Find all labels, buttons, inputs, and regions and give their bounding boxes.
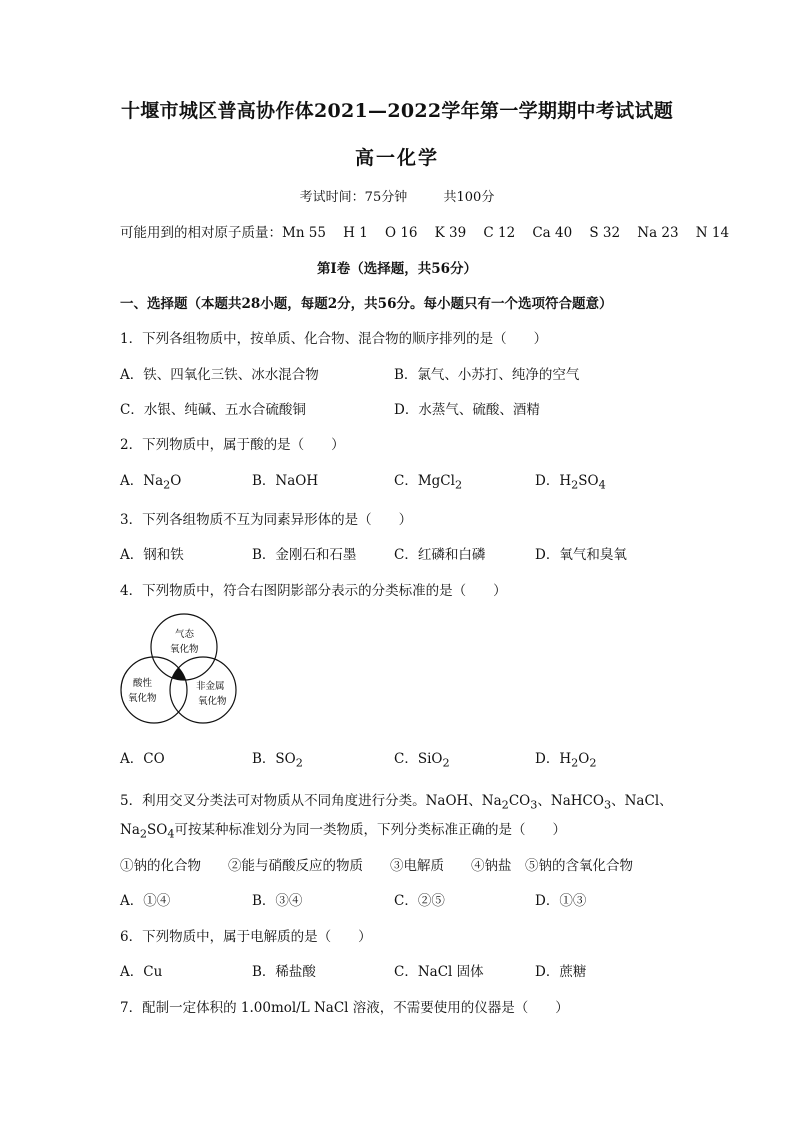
stem-text: 可按某种标准划分为同一类物质，下列分类标准正确的是（ ） [174,822,567,838]
subscript: 2 [571,478,579,492]
venn-label-top-2: 氧化物 [170,644,199,655]
q3-stem: 3．下列各组物质不互为同素异形体的是（ ） [120,512,413,528]
q3-option-a: A．钢和铁 [120,547,184,563]
volume-title: 第Ⅰ卷（选择题，共56分） [316,261,478,277]
option-letter: D． [535,751,560,767]
q6-option-d: D．蔗糖 [535,964,587,980]
q3-option-d: D．氧气和臭氧 [535,547,627,563]
formula: MgCl [417,473,455,489]
subscript: 3 [603,798,612,812]
q5-option-a: A．①④ [120,893,171,909]
q4-option-d [535,747,597,770]
option-letter: B． [252,751,276,767]
subscript: 2 [501,798,509,812]
exam-title: 十堰市城区普高协作体2021—2022学年第一学期期中考试试题 [120,100,674,122]
subscript: 4 [598,478,606,492]
q6-option-b: B．稀盐酸 [252,964,316,980]
venn-label-left-2: 氧化物 [128,693,157,704]
stem-text: 5．利用交叉分类法可对物质从不同角度进行分类。NaOH、 [120,793,482,809]
q2-stem: 2．下列物质中，属于酸的是（ ） [120,437,345,453]
subscript: 2 [442,756,450,770]
subscript: 2 [454,478,463,492]
subscript: 2 [139,827,148,841]
venn-label-top-1: 气态 [175,629,195,640]
q6-option-a: A．Cu [120,964,163,980]
q2-option-b: B．NaOH [252,473,319,489]
formula: Na [481,793,502,809]
q4-option-c [394,747,450,770]
q1-option-a: A．铁、四氧化三铁、冰水混合物 [120,367,319,383]
formula: Na [143,473,164,489]
formula: O [578,751,590,767]
q5-stem-line2 [120,818,566,841]
q5-option-c: C．②⑤ [394,893,445,909]
q4-stem: 4．下列物质中，符合右图阴影部分表示的分类标准的是（ ） [120,583,507,599]
subscript: 2 [589,756,597,770]
q2-option-c [394,469,462,492]
q7-stem: 7．配制一定体积的 1.00mol/L NaCl 溶液，不需要使用的仪器是（ ） [120,1000,569,1016]
subscript: 2 [571,756,579,770]
venn-label-left-1: 酸性 [133,678,153,689]
q5-option-b: B．③④ [252,893,303,909]
q1-option-d: D．水蒸气、硫酸、酒精 [394,402,540,418]
option-letter: C． [394,473,418,489]
q4-option-a: A．CO [120,751,165,767]
q5-option-d: D．①③ [535,893,587,909]
formula: SO [147,822,168,838]
q2-option-d [535,469,606,492]
q5-criteria: ①钠的化合物 ②能与硝酸反应的物质 ③电解质 ④钠盐 ⑤钠的含氧化合物 [120,858,633,874]
venn-circle-acidic-oxide [121,657,187,723]
q5-stem-line1 [120,789,673,812]
q6-option-c: C．NaCl 固体 [394,964,484,980]
exam-time: 考试时间：75分钟 [299,190,408,205]
subscript: 2 [163,478,171,492]
formula: Na [120,822,140,838]
formula: H [559,751,572,767]
formula: NaHCO [550,793,604,809]
q6-stem: 6．下列物质中，属于电解质的是（ ） [120,929,372,945]
formula: O [170,473,182,489]
q3-option-c: C．红磷和白磷 [394,547,486,563]
option-letter: D． [535,473,560,489]
formula: SiO [417,751,443,767]
q2-option-a [120,469,181,492]
subscript: 4 [167,827,175,841]
stem-text: 、NaCl、 [611,793,673,809]
formula: SO [578,473,599,489]
formula: H [559,473,572,489]
formula: CO [508,793,531,809]
separator: 、 [537,793,551,809]
exam-info [0,186,794,205]
subject-title: 高一化学 [354,147,439,169]
option-letter: C． [394,751,418,767]
q3-option-b: B．金刚石和石墨 [252,547,357,563]
q4-option-b [252,747,303,770]
q1-option-c: C．水银、纯碱、五水合硫酸铜 [120,402,306,418]
subscript: 3 [530,798,538,812]
atomic-masses: 可能用到的相对原子质量：Mn 55 H 1 O 16 K 39 C 12 Ca 40 S 32 Na 23 N 14 [120,225,730,241]
venn-label-right-2: 氧化物 [198,696,227,707]
part-title: 一、选择题（本题共28小题，每题2分，共56分。每小题只有一个选项符合题意） [120,296,613,312]
q1-option-b: B．氯气、小苏打、纯净的空气 [394,367,580,383]
subscript: 2 [295,756,303,770]
formula: SO [275,751,296,767]
total-score: 共100分 [443,190,495,205]
q1-stem: 1．下列各组物质中，按单质、化合物、混合物的顺序排列的是（ ） [120,331,548,347]
venn-label-right-1: 非金属 [196,681,225,692]
option-letter: A． [120,473,144,489]
venn-diagram [118,613,242,725]
